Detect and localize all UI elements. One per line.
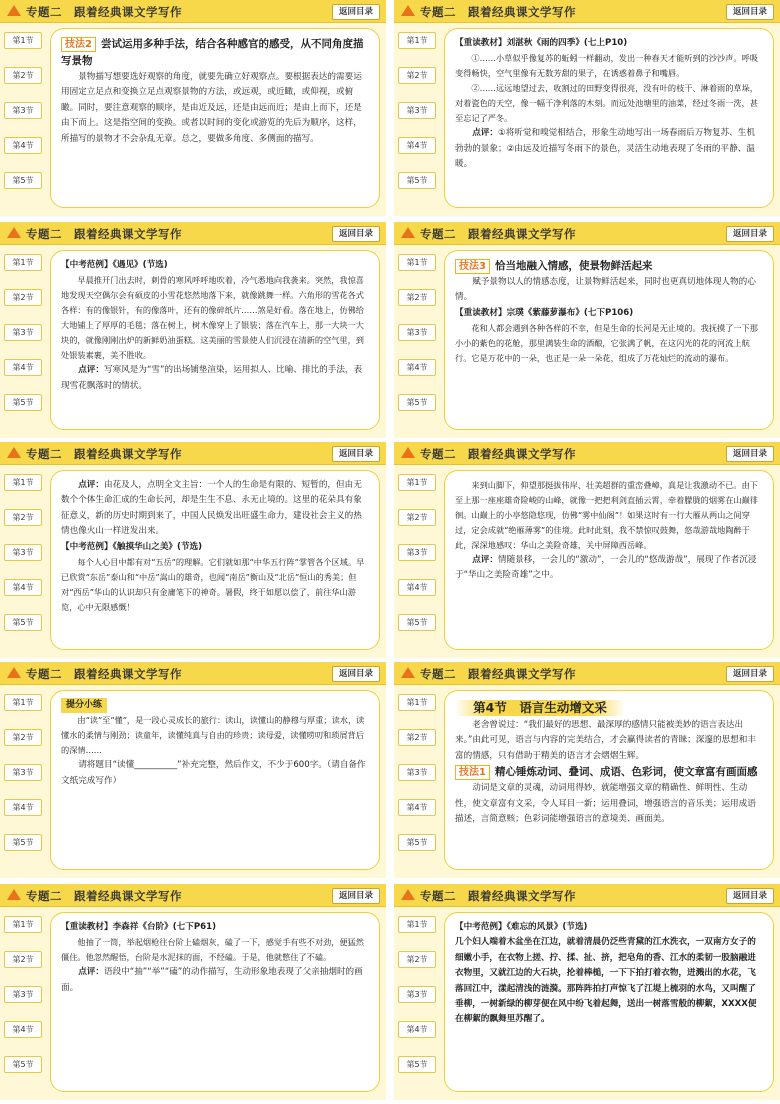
section-nav (394, 244, 440, 438)
practice-tag: 提分小练 (61, 698, 107, 713)
section-link-1[interactable]: 第1节 (4, 32, 42, 49)
content-card (444, 912, 774, 1092)
slide-9 (0, 884, 386, 1100)
section-link-4[interactable]: 第4节 (4, 1021, 42, 1038)
section-link-2[interactable]: 第2节 (4, 951, 42, 968)
slide-header (0, 442, 386, 465)
back-to-contents-button[interactable]: 返回目录 (726, 446, 774, 462)
excerpt-text: 每个人心目中都有对“五岳”的理解。它们就如那“中华五行阵”掌管各个区域。早已欣赏“东岳”泰山和“中岳”嵩山的雄奇，也闻“南岳”衡山及“北岳”恒山的秀美；但对“西岳”华山的认识却只有金庸笔下的神奇。暑假，终于如愿以偿了，前往华山游览，心中无限感慨！ (61, 557, 365, 613)
section-link-5[interactable]: 第5节 (398, 834, 436, 851)
content-card (50, 690, 380, 870)
technique-number: 1 (479, 767, 486, 779)
source-heading: 【重读教材】李森祥《台阶》(七下P61) (61, 922, 217, 932)
comment-label: 点评： (472, 128, 498, 139)
paragraph-text: 老舍曾说过：“我们最好的思想、最深厚的感情只能被美妙的语言表达出来。”由此可见，语言与内容的完美结合，才会赢得读者的青睐；深邃的思想和丰富的情感，只有借助于精美的语言才会熠熠生辉。 (455, 720, 756, 761)
paragraph (455, 553, 763, 584)
paragraph-text: 景物描写想要选好观察的角度，就要先确立好观察点。要根据表达的需要运用固定立足点和变换立足点观察景物的方法，或远观，或近瞰，或仰视，或俯瞰。同时，要注意观察的顺序，是由近及远，还是由远而近；是由上而下，还是由下而上。这是指空间的变换。或者以时间的变化或游览的先后为顺序，这样，所描写的景物才不会杂乱无章。总之，要做多角度、多侧面的描写。 (61, 72, 362, 144)
section-link-3[interactable]: 第3节 (4, 764, 42, 781)
paragraph (61, 965, 369, 996)
section-link-4[interactable]: 第4节 (4, 137, 42, 154)
paragraph (455, 781, 763, 827)
triangle-icon (7, 667, 21, 678)
triangle-icon (401, 889, 415, 900)
back-to-contents-button[interactable]: 返回目录 (726, 666, 774, 682)
slide-6 (394, 442, 780, 658)
section-link-2[interactable]: 第2节 (4, 729, 42, 746)
excerpt-text: 早晨推开门出去时，刺骨的寒风呼呼地吹着，冷气悉地向我袭来。突然，我惊喜地发现天空偶尔会有硕皮的小雪花悠然地落下来，就像跳舞一样。六角形的雪花各式各样：有的像银针，有的像落叶，还有的像碎纸片……煞是好看。落在地上，仿佛给大地铺上了厚厚的毛毯；落在树上，树木像穿上了银装；落在汽车上，那一大块一大块的，就像刚刚出炉的新鲜奶油蛋糕。这美丽的雪景使人们沉浸在清新的空气里，到处银装素裹，美不胜收。 (61, 275, 364, 361)
section-link-3[interactable]: 第3节 (4, 324, 42, 341)
paragraph (61, 363, 369, 394)
slide-header (0, 222, 386, 245)
slide-4 (394, 222, 780, 438)
section-nav (0, 22, 46, 216)
content-body (455, 920, 763, 1028)
paragraph (61, 70, 369, 147)
section-link-2[interactable]: 第2节 (398, 951, 436, 968)
slide-3 (0, 222, 386, 438)
section-link-3[interactable]: 第3节 (398, 764, 436, 781)
excerpt-text: 来到山脚下，仰望那挺拔伟岸、壮美超群的重峦叠嶂，真是让我激动不已。由下至上那一座座雄奇险峻的山峰，就像一把把利剑直插云霄，牵着朦胧的烟雾在山巅徘徊。山巅上的小亭悠隐悠现，仿佛“雾中仙阁”！如果这时有一行大雁从两山之间穿过，定会成就“绝雁薄雾”的佳境。此时此刻，我不禁惊叹鼓舞，悠哉游哉地陶醉于此，深深地感叹：华山之美险奇雄，关中屏障西岳峰。 (455, 480, 758, 550)
section-link-2[interactable]: 第2节 (398, 289, 436, 306)
excerpt-text: 他抽了一筒，举起烟枪往台阶上磕烟灰，磕了一下，感觉手有些不对劲，便猛然僵住。他忽然醒悟，台阶是水泥抹的面，不经磕。于是，他就憋住了不磕。 (61, 937, 364, 963)
content-card (50, 250, 380, 430)
technique-number: 2 (85, 39, 92, 50)
comment-label: 点评： (78, 480, 104, 490)
section-link-4[interactable]: 第4节 (4, 579, 42, 596)
content-card (50, 28, 380, 208)
content-body (455, 478, 763, 584)
section-title (455, 698, 625, 718)
section-nav (0, 244, 46, 438)
slide-header-title: 专题二 跟着经典课文学写作 (420, 889, 576, 903)
section-link-1[interactable]: 第1节 (398, 32, 436, 49)
triangle-icon (7, 227, 21, 238)
content-body (61, 478, 369, 615)
section-link-5[interactable]: 第5节 (398, 394, 436, 411)
slide-8 (394, 662, 780, 878)
triangle-icon (401, 667, 415, 678)
technique-tag (455, 259, 490, 274)
slide-header-title: 专题二 跟着经典课文学写作 (420, 227, 576, 241)
technique-label: 技法 (459, 767, 479, 779)
slide-header-title: 专题二 跟着经典课文学写作 (420, 667, 576, 681)
technique-heading (455, 258, 763, 275)
section-link-1[interactable]: 第1节 (398, 474, 436, 491)
content-body (455, 258, 763, 366)
content-card (444, 690, 774, 870)
section-link-4[interactable]: 第4节 (398, 1021, 436, 1038)
section-link-2[interactable]: 第2节 (398, 509, 436, 526)
source-heading: 【中考范例】《难忘的风景》(节选) (455, 922, 588, 932)
triangle-icon (7, 5, 21, 16)
back-to-contents-button[interactable]: 返回目录 (726, 888, 774, 904)
section-link-3[interactable]: 第3节 (398, 986, 436, 1003)
slide-header (0, 0, 386, 23)
source-heading: 【重读教材】宗璞《紫藤萝瀑布》(七下P106) (455, 307, 634, 318)
section-link-3[interactable]: 第3节 (4, 102, 42, 119)
practice-heading (61, 698, 369, 713)
section-link-5[interactable]: 第5节 (398, 1056, 436, 1073)
section-link-1[interactable]: 第1节 (398, 916, 436, 933)
content-body (455, 698, 763, 827)
section-link-2[interactable]: 第2节 (398, 67, 436, 84)
content-body (61, 36, 369, 147)
section-nav (394, 464, 440, 658)
section-link-4[interactable]: 第4节 (4, 359, 42, 376)
excerpt-text: ①……小草似乎像复苏的蚯蚓一样翻动，发出一种春天才能听到的沙沙声。呼吸变得畅快，空气里像有无数芳甜的果子，在诱惑着鼻子和嘴唇。 (455, 53, 758, 79)
triangle-icon (401, 5, 415, 16)
content-card (444, 28, 774, 208)
technique-number: 3 (479, 261, 486, 272)
excerpt-text: 几个妇人端着木盆坐在江边，就着清晨仍泛些青黛的江水洗衣，一双南方女子的细嫩小手，在衣物上搓、拧、揉、扯、挤，把皂角的香、江水的柔韧一股脑融进衣物里，又就江边的大石块，抡着棒槌，一下下拍打着衣物，迸溅出的水花，飞落回江中，漾起清浅的涟漪。那阵阵拍打声惊飞了江堤上梳羽的水鸟，又叫醒了垂柳，一树新绿的柳芽便在风中纷飞着起舞，送出一树落雪般的柳絮，XXXX便在柳絮的飘舞里苏醒了。 (455, 937, 757, 1025)
section-link-4[interactable]: 第4节 (4, 799, 42, 816)
slide-header-title: 专题二 跟着经典课文学写作 (26, 447, 182, 461)
back-to-contents-button[interactable]: 返回目录 (332, 446, 380, 462)
content-body (61, 698, 369, 789)
source-heading: 【中考范例】《触摸华山之美》(节选) (61, 541, 203, 552)
section-link-1[interactable]: 第1节 (4, 916, 42, 933)
source-heading: 【重读教材】刘湛秋《雨的四季》(七上P10) (455, 38, 628, 48)
paragraph (455, 275, 763, 306)
section-link-1[interactable]: 第1节 (4, 694, 42, 711)
section-link-2[interactable]: 第2节 (4, 509, 42, 526)
comment-label: 点评： (78, 967, 104, 978)
paragraph-text: 赋予景物以人的情感态度，让景物鲜活起来，同时也更真切地体现人物的心情。 (455, 277, 756, 303)
technique-label: 技法 (459, 261, 479, 272)
slide-header (0, 884, 386, 907)
content-card (444, 470, 774, 650)
section-link-1[interactable]: 第1节 (4, 474, 42, 491)
section-nav (0, 906, 46, 1100)
technique-heading (61, 36, 369, 70)
slide-header-title: 专题二 跟着经典课文学写作 (26, 5, 182, 19)
paragraph-text: 由花及人，点明全文主旨：一个人的生命是有限的、短暂的，但由无数个个体生命汇成的生命长河，却是生生不息、永无止境的。这里的花朵具有象征意义，新的历史时期到来了，中国人民焕发出旺盛生命力，建设社会主义的热情也像火山一样迸发出来。 (61, 480, 362, 537)
back-to-contents-button[interactable]: 返回目录 (332, 4, 380, 20)
section-nav (394, 684, 440, 878)
paragraph-text: 写寒风是为“雪”的出场铺垫渲染，运用拟人、比喻、排比的手法，表现雪花飘落时的情状。 (61, 365, 363, 391)
paragraph-text: 语段中“抽”“举”“磕”的动作描写，生动形象地表现了父亲抽烟时的画面。 (61, 967, 363, 993)
section-link-2[interactable]: 第2节 (4, 67, 42, 84)
back-to-contents-button[interactable]: 返回目录 (332, 888, 380, 904)
section-link-4[interactable]: 第4节 (398, 799, 436, 816)
slide-header-title: 专题二 跟着经典课文学写作 (420, 447, 576, 461)
slide-2 (394, 0, 780, 216)
slide-10 (394, 884, 780, 1100)
section-link-1[interactable]: 第1节 (398, 694, 436, 711)
slide-header (394, 884, 780, 907)
paragraph (455, 718, 763, 764)
slide-header-title: 专题二 跟着经典课文学写作 (26, 667, 182, 681)
excerpt-text: 由“读”至“懂”，是一段心灵成长的旅行：读山，读懂山的静穆与厚重；读水，读懂水的柔情与刚劲；读童年，读懂纯真与自由的珍贵；读母爱，读懂唠叨和琐屑背后的深情…… (61, 715, 365, 756)
comment-label: 点评： (472, 555, 498, 565)
paragraph-text: 请将题目“读懂__________”补充完整，然后作文，不少于600字。（请自备作文纸完成写作） (61, 760, 366, 786)
triangle-icon (401, 227, 415, 238)
section-link-3[interactable]: 第3节 (398, 102, 436, 119)
section-link-5[interactable]: 第5节 (398, 614, 436, 631)
slide-header (0, 662, 386, 685)
slide-header (394, 0, 780, 23)
section-link-4[interactable]: 第4节 (398, 137, 436, 154)
section-link-1[interactable]: 第1节 (398, 254, 436, 271)
slide-5 (0, 442, 386, 658)
slide-header-title: 专题二 跟着经典课文学写作 (420, 5, 576, 19)
section-link-3[interactable]: 第3节 (4, 986, 42, 1003)
technique-tag (61, 37, 96, 52)
technique-heading (455, 764, 763, 781)
triangle-icon (7, 447, 21, 458)
back-to-contents-button[interactable]: 返回目录 (726, 226, 774, 242)
section-nav (394, 22, 440, 216)
content-body (61, 920, 369, 996)
paragraph (455, 126, 763, 172)
section-title-text: 第4节 语言生动增文采 (473, 700, 607, 715)
content-body (61, 258, 369, 394)
back-to-contents-button[interactable]: 返回目录 (726, 4, 774, 20)
section-link-5[interactable]: 第5节 (4, 1056, 42, 1073)
content-card (50, 470, 380, 650)
source-heading: 【中考范例】《遇见》(节选) (61, 260, 168, 270)
slide-header-title: 专题二 跟着经典课文学写作 (26, 889, 182, 903)
technique-title: 尝试运用多种手法，结合各种感官的感受，从不同角度描写景物 (61, 38, 364, 67)
paragraph-text: ①将听觉和嗅觉相结合，形象生动地写出一场春雨后万物复苏、生机勃勃的景象；②由远及近描写冬雨下的景色，灵活生动地表现了冬雨的平静、温暖。 (455, 128, 755, 170)
technique-tag (455, 765, 490, 780)
excerpt-text: 花和人都会遇到各种各样的不幸，但是生命的长河是无止境的。我抚摸了一下那小小的紫色的花舱，那里满装生命的酒酿，它张满了帆，在这闪光的花的河流上航行。它是万花中的一朵，也正是一朵一朵花，组成了万花灿烂的流动的瀑布。 (455, 323, 758, 364)
section-link-4[interactable]: 第4节 (398, 359, 436, 376)
slide-header (394, 442, 780, 465)
paragraph (61, 758, 369, 789)
section-link-5[interactable]: 第5节 (4, 834, 42, 851)
slide-7 (0, 662, 386, 878)
section-nav (394, 906, 440, 1100)
section-nav (0, 464, 46, 658)
back-to-contents-button[interactable]: 返回目录 (332, 666, 380, 682)
slide-header (394, 222, 780, 245)
triangle-icon (7, 889, 21, 900)
technique-title: 恰当地融入情感，使景物鲜活起来 (494, 260, 653, 272)
section-link-4[interactable]: 第4节 (398, 579, 436, 596)
excerpt-text: ②……远远地望过去，收割过的田野变得很亮，没有叶的枝干、淋着雨的草垛，对着瓷色的天空，像一幅干净利落的木刻。而远处池塘里的油菜，经过冬雨一洗，甚至忘记了严冬。 (455, 83, 758, 124)
section-link-3[interactable]: 第3节 (4, 544, 42, 561)
paragraph (61, 478, 369, 540)
technique-label: 技法 (65, 39, 85, 50)
section-link-5[interactable]: 第5节 (4, 172, 42, 189)
slide-1 (0, 0, 386, 216)
content-card (50, 912, 380, 1092)
section-link-2[interactable]: 第2节 (4, 289, 42, 306)
section-link-3[interactable]: 第3节 (398, 544, 436, 561)
section-link-5[interactable]: 第5节 (4, 614, 42, 631)
paragraph-text: 动词是文章的灵魂，动词用得妙，就能增强文章的精确性、鲜明性、生动性，使文章富有文采，令人耳目一新；运用叠词，增强语言的音乐美；运用成语描述，言简意赅；色彩词能增强语言的意境美、画面美。 (455, 783, 756, 825)
section-link-3[interactable]: 第3节 (398, 324, 436, 341)
content-body (455, 36, 763, 173)
content-card (444, 250, 774, 430)
section-nav (0, 684, 46, 878)
section-link-5[interactable]: 第5节 (398, 172, 436, 189)
section-link-5[interactable]: 第5节 (4, 394, 42, 411)
section-link-2[interactable]: 第2节 (398, 729, 436, 746)
slide-header (394, 662, 780, 685)
paragraph-text: 情随景移，一会儿的“激动”，一会儿的“悠哉游哉”，展现了作者沉浸于“华山之美险奇雄”之中。 (455, 555, 757, 581)
triangle-icon (401, 447, 415, 458)
comment-label: 点评： (78, 365, 104, 376)
technique-title: 精心锤炼动词、叠词、成语、色彩词，使文章富有画面感 (494, 766, 758, 779)
back-to-contents-button[interactable]: 返回目录 (332, 226, 380, 242)
section-link-1[interactable]: 第1节 (4, 254, 42, 271)
slide-header-title: 专题二 跟着经典课文学写作 (26, 227, 182, 241)
